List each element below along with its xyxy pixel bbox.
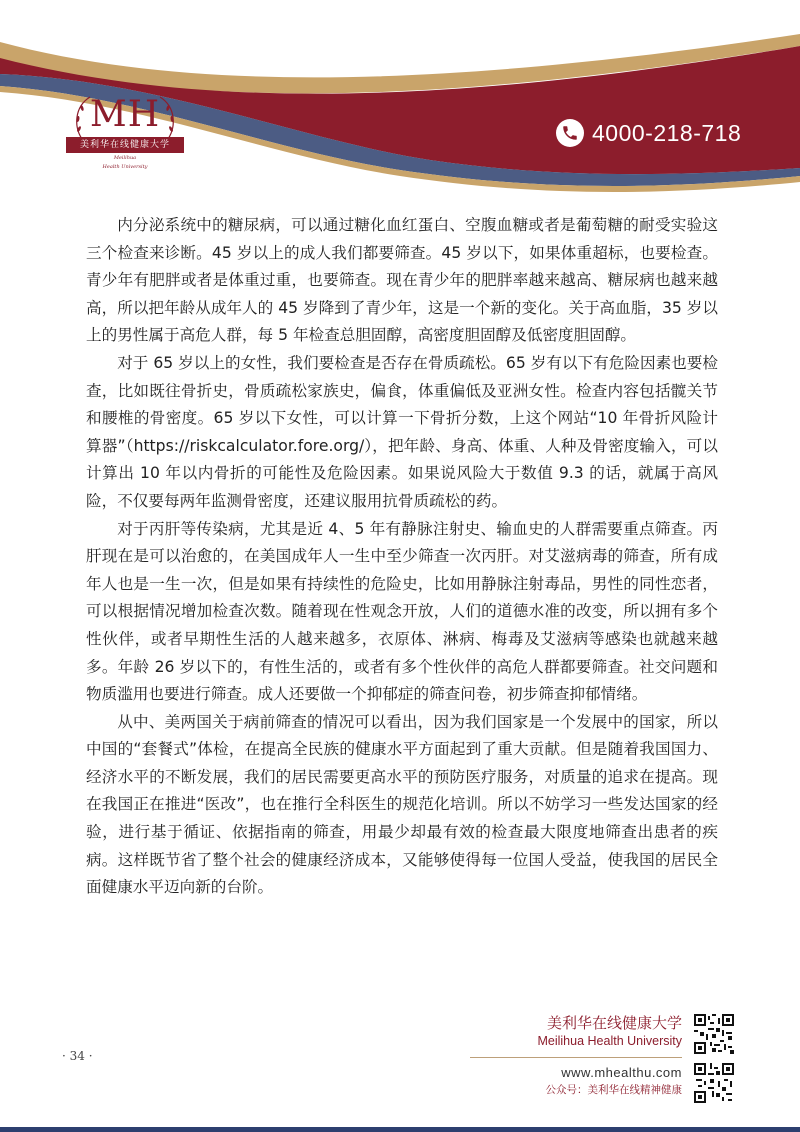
article-body bbox=[86, 212, 718, 902]
footer-brand bbox=[470, 1013, 682, 1098]
paragraph: 内分泌系统中的糖尿病，可以通过糖化血红蛋白、空腹血糖或者是葡萄糖的耐受实验这三个检查来诊断。45 岁以上的成人我们都要筛查。45 岁以下，如果体重超标，也要检查。青少年有肥胖或者是体重过重，也要筛查。现在青少年的肥胖率越来越高、糖尿病也越来越高，所以把年龄从成年人的 45 岁降到了青少年，这是一个新的变化。关于高血脂，35 岁以上的男性属于高危人群，每 5 年检查总胆固醇，高密度胆固醇及低密度胆固醇。 bbox=[86, 216, 718, 345]
qr-code bbox=[694, 1014, 734, 1054]
brand-divider bbox=[470, 1057, 682, 1058]
logo-sub-line-1: Meilihua bbox=[113, 155, 137, 161]
paragraph: 对于 65 岁以上的女性，我们要检查是否存在骨质疏松。65 岁有以下有危险因素也要检查，比如既往骨折史，骨质疏松家族史，偏食，体重偏低及亚洲女性。检查内容包括髋关节和腰椎的骨密度。65 岁以下女性，可以计算一下骨折分数，上这个网站“10 年骨折风险计算器”（https://riskcalculator.fore.org/），把年龄、身高、体重、人种及骨密度输入，可以计算出 10 年以内骨折的可能性及危险因素。如果说风险大于数值 9.3 的话，就属于高风险，不仅要每两年监测骨密度，还建议服用抗骨质疏松的药。 bbox=[86, 353, 718, 510]
website-url[interactable]: www.mhealthu.com bbox=[561, 1065, 682, 1080]
bottom-rule bbox=[0, 1127, 800, 1132]
paragraph: 从中、美两国关于病前筛查的情况可以看出，因为我们国家是一个发展中的国家，所以中国的“套餐式”体检，在提高全民族的健康水平方面起到了重大贡献。但是随着我国国力、经济水平的不断发展，我们的居民需要更高水平的预防医疗服务，对质量的追求在提高。现在我国正在推进“医改”，也在推行全科医生的规范化培训。所以不妨学习一些发达国家的经验，进行基于循证、依据指南的筛查，用最少却最有效的检查最大限度地筛查出患者的疾病。这样既节省了整个社会的健康经济成本，又能够使得每一位国人受益，使我国的居民全面健康水平迈向新的台阶。 bbox=[86, 712, 718, 897]
logo-laurel-icon bbox=[62, 89, 188, 151]
page-number: · 34 · bbox=[62, 1049, 93, 1063]
logo-ribbon: 美利华在线健康大学 bbox=[66, 137, 184, 153]
hotline bbox=[556, 116, 741, 150]
logo-mark: MH bbox=[89, 94, 161, 135]
brand-name-cn: 美利华在线健康大学 bbox=[546, 1014, 682, 1032]
phone-number: 4000-218-718 bbox=[592, 119, 742, 146]
brand-name-en: Meilihua Health University bbox=[537, 1034, 682, 1048]
qr-code bbox=[694, 1063, 734, 1103]
logo bbox=[62, 95, 188, 171]
logo-sub-line-2: Health University bbox=[102, 164, 148, 170]
paragraph: 对于丙肝等传染病，尤其是近 4、5 年有静脉注射史、输血史的人群需要重点筛查。丙肝现在是可以治愈的，在美国成年人一生中至少筛查一次丙肝。对艾滋病毒的筛查，所有成年人也是一生一次，但是如果有持续性的危险史，比如用静脉注射毒品，男性的同性恋者，可以根据情况增加检查次数。随着现在性观念开放，人们的道德水准的改变，所以拥有多个性伙伴，或者早期性生活的人越来越多，衣原体、淋病、梅毒及艾滋病等感染也就越来越多。年龄 26 岁以下的，有性生活的，或者有多个性伙伴的高危人群都要筛查。社交问题和物质滥用也要进行筛查。成人还要做一个抑郁症的筛查问卷，初步筛查抑郁情绪。 bbox=[86, 519, 718, 704]
wechat-account: 公众号：美利华在线精神健康 bbox=[545, 1084, 682, 1096]
phone-icon bbox=[556, 119, 584, 147]
